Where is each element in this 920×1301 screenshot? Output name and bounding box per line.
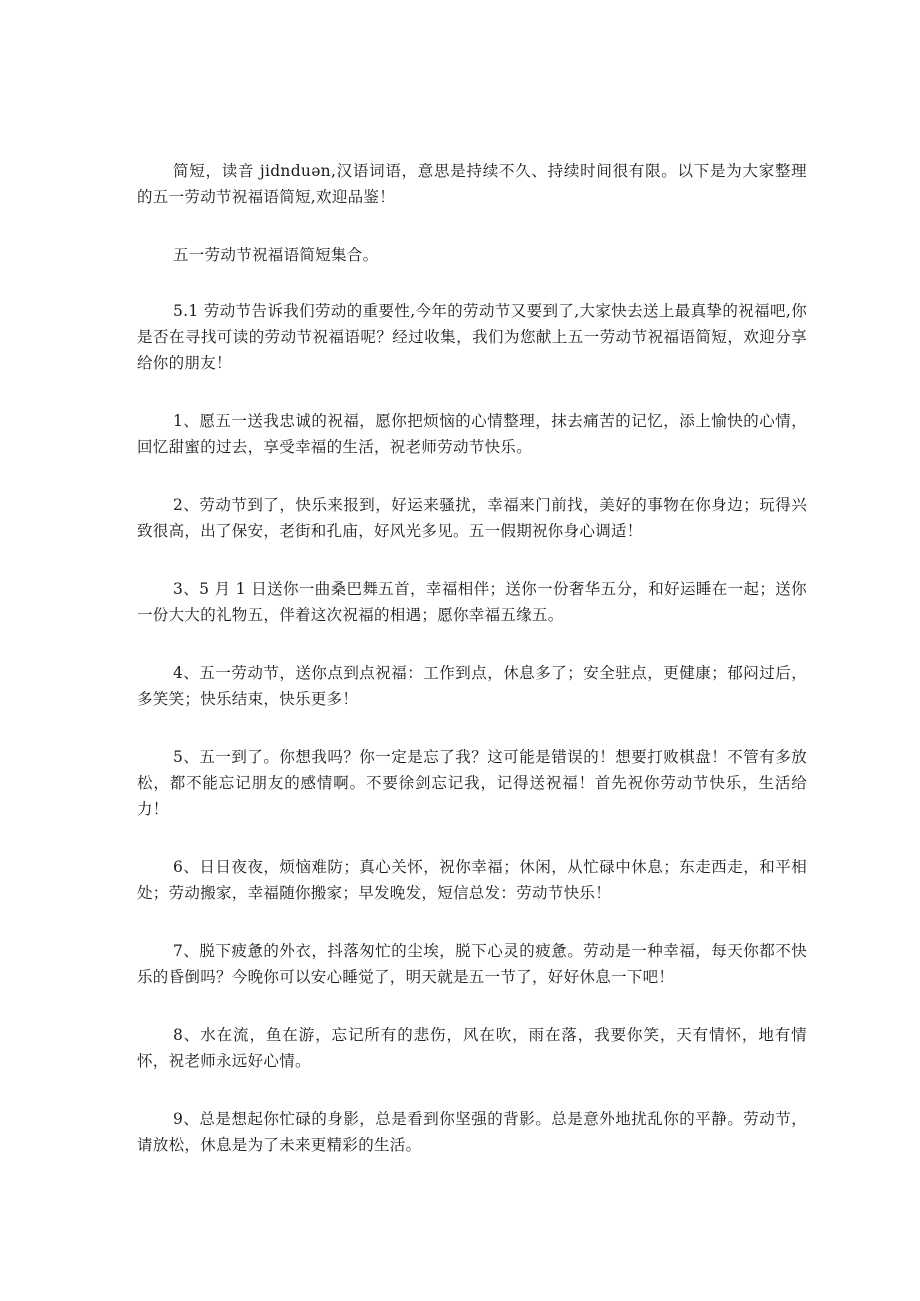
intro-paragraph: 简短，读音 jidnduǝn,汉语词语，意思是持续不久、持续时间很有限。以下是为大家整理的五一劳动节祝福语简短,欢迎品鉴！ [137, 162, 807, 206]
blessing-item-9: 9、总是想起你忙碌的身影，总是看到你坚强的背影。总是意外地扰乱你的平静。劳动节，请放松，休息是为了未来更精彩的生活。 [137, 1110, 807, 1154]
blessing-item-6: 6、日日夜夜，烦恼难防；真心关怀，祝你幸福；休闲，从忙碌中休息；东走西走，和平相处；劳动搬家，幸福随你搬家；早发晚发，短信总发：劳动节快乐！ [137, 858, 807, 902]
blessing-item-1: 1、愿五一送我忠诚的祝福，愿你把烦恼的心情整理，抹去痛苦的记忆，添上愉快的心情，回忆甜蜜的过去，享受幸福的生活，祝老师劳动节快乐。 [137, 412, 807, 456]
document-body [137, 158, 807, 1190]
blessing-item-7: 7、脱下疲惫的外衣，抖落匆忙的尘埃，脱下心灵的疲惫。劳动是一种幸福，每天你都不快乐的昏倒吗？今晚你可以安心睡觉了，明天就是五一节了，好好休息一下吧！ [137, 942, 807, 986]
lead-paragraph: 5.1 劳动节告诉我们劳动的重要性,今年的劳动节又要到了,大家快去送上最真挚的祝福吧,你是否在寻找可读的劳动节祝福语呢？经过收集，我们为您献上五一劳动节祝福语简短，欢迎分享给你的朋友！ [137, 302, 807, 372]
blessing-item-8: 8、水在流，鱼在游，忘记所有的悲伤，风在吹，雨在落，我要你笑，天有情怀，地有情怀，祝老师永远好心情。 [137, 1026, 807, 1070]
blessing-item-5: 5、五一到了。你想我吗？你一定是忘了我？这可能是错误的！想要打败棋盘！不管有多放松，都不能忘记朋友的感情啊。不要徐剑忘记我，记得送祝福！首先祝你劳动节快乐，生活给力！ [137, 748, 807, 818]
section-title: 五一劳动节祝福语简短集合。 [173, 246, 379, 264]
blessing-item-2: 2、劳动节到了，快乐来报到，好运来骚扰，幸福来门前找，美好的事物在你身边；玩得兴致很高，出了保安，老街和孔庙，好风光多见。五一假期祝你身心调适！ [137, 496, 807, 540]
blessing-item-3: 3、5 月 1 日送你一曲桑巴舞五首，幸福相伴；送你一份奢华五分，和好运睡在一起；送你一份大大的礼物五，伴着这次祝福的相遇；愿你幸福五缘五。 [137, 580, 807, 624]
blessing-item-4: 4、五一劳动节，送你点到点祝福：工作到点，休息多了；安全驻点，更健康；郁闷过后，多笑笑；快乐结束，快乐更多！ [137, 664, 807, 708]
